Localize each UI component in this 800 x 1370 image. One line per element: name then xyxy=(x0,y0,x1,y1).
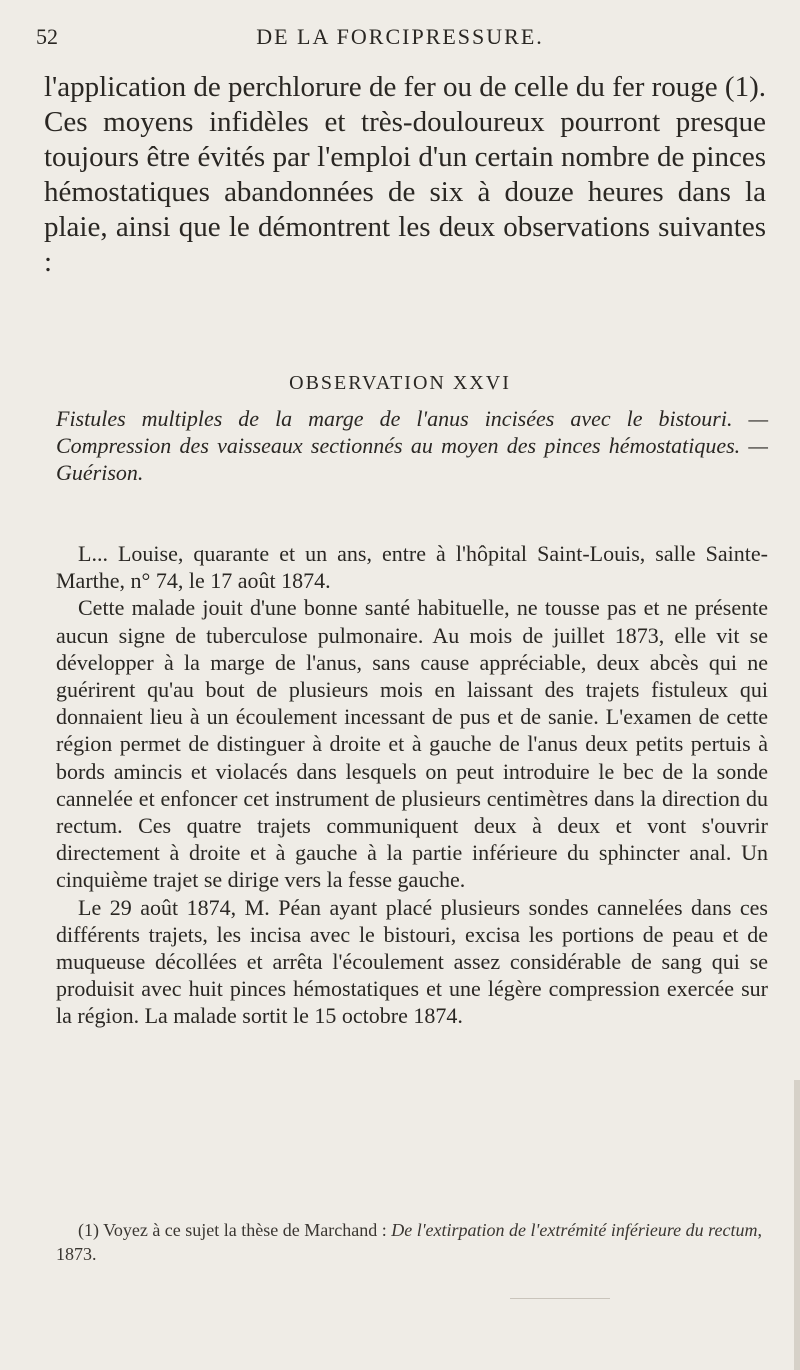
observation-title: OBSERVATION XXVI xyxy=(289,372,511,394)
running-head: DE LA FORCIPRESSURE. xyxy=(256,24,544,49)
observation-summary: Fistules multiples de la marge de l'anus incisées avec le bistouri. — Compression des vaisseaux sectionnés au moyen des pinces hémostatiques. — Guérison. xyxy=(56,406,768,485)
paragraph-operation: Le 29 août 1874, M. Péan ayant placé plusieurs sondes cannelées dans ces différents trajets, les incisa avec le bistouri, excisa les portions de peau et de muqueuse décollées et arrêta l'écoulement assez considérable de sang qui se produisit avec huit pinces hémostatiques et une légère compression exercée sur la région. La malade sortit le 15 octobre 1874. xyxy=(56,894,768,1029)
page-number: 52 xyxy=(36,24,58,49)
divider xyxy=(510,1298,610,1299)
page-edge xyxy=(794,1080,800,1370)
intro-paragraph: l'application de perchlorure de fer ou de celle du fer rouge (1). Ces moyens infidèles et très-douloureux pourront presque toujours être évités par l'emploi d'un certain nombre de pinces hémostatiques abandonnées de six à douze heures dans la plaie, ainsi que le démontrent les deux observations suivantes : xyxy=(44,71,766,278)
footnote-title: De l'extirpation de l'extrémité inférieure du rectum xyxy=(391,1220,758,1240)
footnote-text: (1) Voyez à ce sujet la thèse de Marchand : xyxy=(78,1220,392,1240)
footnote-end: , 1873. xyxy=(56,1220,762,1264)
footnote xyxy=(56,1218,768,1266)
paragraph-history: Cette malade jouit d'une bonne santé habituelle, ne tousse pas et ne présente aucun signe de tuberculose pulmonaire. Au mois de juillet 1873, elle vit se développer à la marge de l'anus, sans cause appréciable, deux abcès qui ne guérirent qu'au bout de plusieurs mois en laissant des trajets fistuleux qui donnaient lieu à un écoulement incessant de pus et de sanie. L'examen de cette région permet de distinguer à droite et à gauche de l'anus deux petits pertuis à bords amincis et violacés dans lesquels on peut introduire le bec de la sonde cannelée et enfoncer cet instrument de plusieurs centimètres dans la direction du rectum. Ces quatre trajets communiquent deux à deux et vont s'ouvrir directement à droite et à gauche à la partie inférieure du sphincter anal. Un cinquième trajet se dirige vers la fesse gauche. xyxy=(56,595,768,893)
page-header xyxy=(0,24,800,54)
observation-body xyxy=(56,540,768,1030)
paragraph-admission: L... Louise, quarante et un ans, entre à l'hôpital Saint-Louis, salle Sainte-Marthe, n° 74, le 17 août 1874. xyxy=(56,541,768,594)
